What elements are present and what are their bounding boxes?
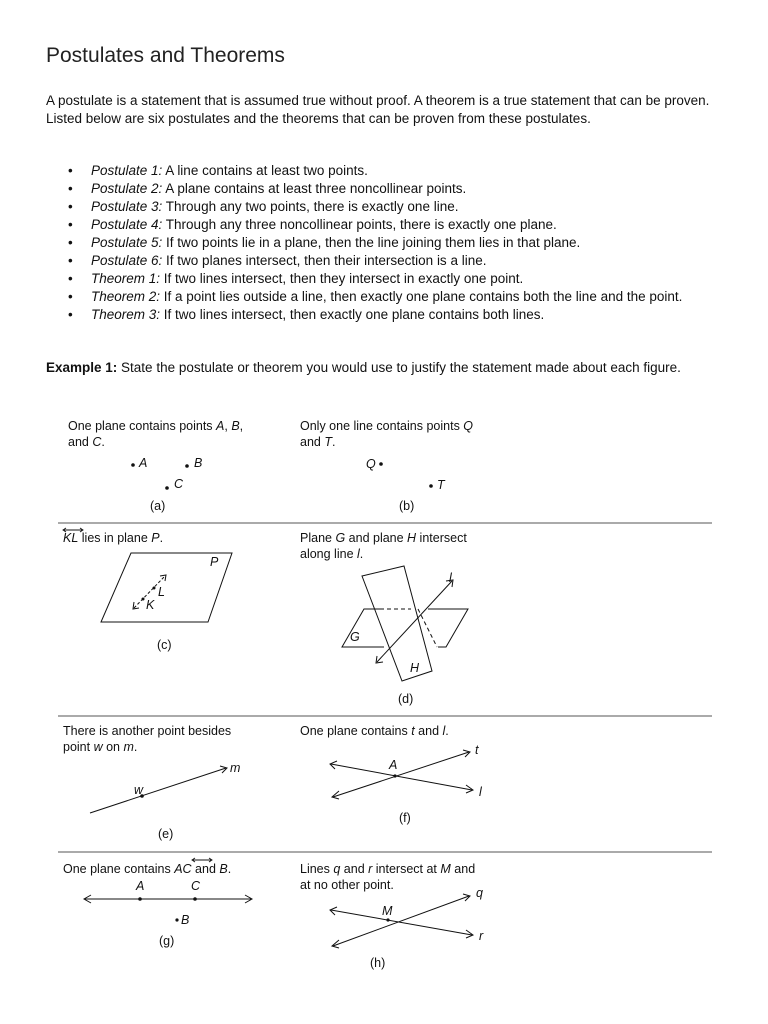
fig-c-sublabel: (c)	[157, 638, 172, 652]
point-m	[386, 918, 389, 921]
line-q	[333, 896, 469, 946]
point-l	[153, 587, 156, 590]
fig-g-sublabel: (g)	[159, 934, 175, 948]
line-l	[377, 581, 452, 662]
plane-h-label: H	[410, 661, 420, 675]
point-c-g-label: C	[191, 879, 201, 893]
item-label: Postulate 3:	[91, 199, 163, 214]
line-r	[331, 910, 472, 935]
item-label: Theorem 1:	[91, 271, 161, 286]
item-label: Postulate 2:	[91, 181, 163, 196]
figure-d	[300, 531, 468, 706]
plane-p-label: P	[210, 555, 219, 569]
figure-h	[300, 862, 484, 970]
point-a-f-label: A	[389, 758, 398, 772]
fig-e-sublabel: (e)	[158, 827, 174, 841]
point-t-label: T	[437, 478, 445, 492]
fig-d-caption-line2: along line l.	[300, 547, 364, 561]
fig-a-sublabel: (a)	[150, 499, 166, 513]
item-label: Postulate 6:	[91, 253, 163, 268]
point-a-g	[138, 897, 142, 901]
point-a	[131, 463, 135, 467]
item-label: Postulate 4:	[91, 217, 163, 232]
page-title: Postulates and Theorems	[46, 44, 285, 67]
item-text: If two planes intersect, then their intersection is a line.	[162, 253, 487, 268]
point-a-g-label: A	[136, 879, 145, 893]
point-k-label: K	[146, 598, 155, 612]
point-q	[379, 462, 383, 466]
point-c-label: C	[174, 477, 184, 491]
fig-f-sublabel: (f)	[399, 811, 411, 825]
fig-d-caption: Plane G and plane H intersect	[300, 531, 467, 545]
plane-g-visible	[342, 609, 384, 647]
point-a-label: A	[139, 456, 148, 470]
fig-a-caption-line2: and C.	[68, 435, 105, 449]
line-r-label: r	[479, 929, 484, 943]
example-text: State the postulate or theorem you would use to justify the statement made about each figure.	[117, 360, 681, 375]
fig-e-caption: There is another point besides	[63, 724, 232, 738]
figure-b	[300, 419, 473, 513]
fig-f-caption: One plane contains t and l.	[300, 724, 449, 738]
line-q-label: q	[476, 886, 483, 900]
item-label: Postulate 5:	[91, 235, 163, 250]
line-m-label: m	[230, 761, 241, 775]
line-t	[333, 752, 469, 797]
fig-e-caption-line2: point w on m.	[63, 740, 138, 754]
point-a-f	[393, 774, 396, 777]
fig-d-sublabel: (d)	[398, 692, 414, 706]
fig-h-caption-line2: at no other point.	[300, 878, 394, 892]
item-label: Postulate 1:	[91, 163, 163, 178]
fig-a-caption: One plane contains points A, B,	[68, 419, 244, 433]
line-m	[90, 768, 226, 813]
example-label: Example 1:	[46, 360, 118, 375]
item-label: Theorem 3:	[91, 307, 161, 322]
line-t-label: t	[475, 743, 479, 757]
line-l-label: l	[449, 571, 452, 585]
point-b	[185, 464, 189, 468]
fig-b-caption-line2: and T.	[300, 435, 336, 449]
fig-b-sublabel: (b)	[399, 499, 415, 513]
intro-paragraph: A postulate is a statement that is assumed true without proof. A theorem is a true statement that can be proven. Listed below are six postulates and the theorems that can be proven from these postulates.	[46, 93, 710, 126]
point-b-g-label: B	[181, 913, 190, 927]
figure-f	[300, 724, 483, 825]
item-text: If two lines intersect, then exactly one plane contains both lines.	[160, 307, 545, 322]
item-text: Through any three noncollinear points, there is exactly one plane.	[162, 217, 557, 232]
figure-e	[63, 724, 240, 841]
point-w-label: w	[134, 783, 144, 797]
figure-g	[63, 858, 252, 948]
item-text: A plane contains at least three noncollinear points.	[162, 181, 467, 196]
point-m-label: M	[382, 904, 393, 918]
item-text: If two lines intersect, then they intersect in exactly one point.	[160, 271, 524, 286]
item-label: Theorem 2:	[91, 289, 161, 304]
point-b-g	[175, 918, 178, 921]
point-q-label: Q	[366, 457, 376, 471]
fig-g-caption: One plane contains AC and B.	[63, 862, 232, 876]
point-l-label: L	[158, 585, 165, 599]
fig-b-caption: Only one line contains points Q	[300, 419, 474, 433]
figure-a	[68, 419, 243, 513]
fig-h-caption: Lines q and r intersect at M and	[300, 862, 476, 876]
line-l-f	[331, 764, 472, 790]
plane-h	[362, 566, 432, 681]
item-text: If two points lie in a plane, then the line joining them lies in that plane.	[162, 235, 581, 250]
plane-g-label: G	[350, 630, 360, 644]
fig-c-caption: KL lies in plane P.	[63, 531, 164, 545]
point-k	[142, 598, 145, 601]
point-c	[165, 486, 169, 490]
item-text: A line contains at least two points.	[162, 163, 368, 178]
point-c-g	[193, 897, 197, 901]
line-l-f-label: l	[479, 785, 482, 799]
point-t	[429, 484, 433, 488]
point-b-label: B	[194, 456, 203, 470]
item-text: Through any two points, there is exactly one line.	[162, 199, 459, 214]
figure-c	[63, 528, 232, 652]
item-text: If a point lies outside a line, then exactly one plane contains both the line and the point.	[160, 289, 683, 304]
fig-h-sublabel: (h)	[370, 956, 386, 970]
